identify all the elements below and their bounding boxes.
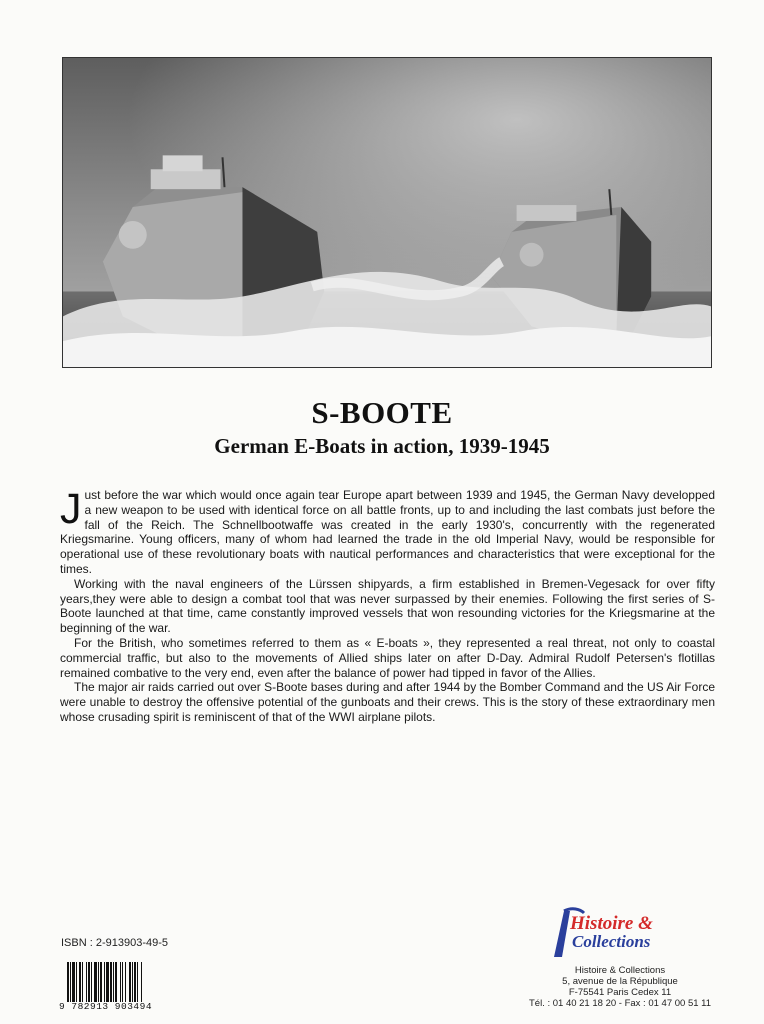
blurb-paragraph-2: Working with the naval engineers of the Lürssen shipyards, a firm established in Bremen-Vegesack for over fifty years,they were able to design a combat tool that was never surpassed by their enemies. Following the first series of S-Boote launched at that time, came constantly improved vessels that won resounding victories for the Kriegsmarine at the beginning of the war.	[60, 576, 715, 636]
publisher-logo	[550, 905, 670, 960]
publisher-phone: Tél. : 01 40 21 18 20 - Fax : 01 47 00 51 11	[528, 998, 712, 1009]
book-title: S-BOOTE	[311, 395, 453, 430]
barcode-icon	[67, 962, 165, 1002]
cover-photo	[62, 57, 712, 368]
blurb-paragraph-3: For the British, who sometimes referred to them as « E-boats », they represented a real threat, not only to coastal commercial traffic, but also to the movements of Allied ships later on after D-Day. Admiral Rudolf Petersen's flotillas remained combative to the very end, even after the balance of power had tipped in favor of the Allies.	[60, 635, 715, 680]
logo-line-2: Collections	[572, 932, 651, 951]
publisher-address	[490, 965, 750, 1009]
publisher-street: 5, avenue de la République	[562, 976, 678, 987]
isbn-label: ISBN : 2-913903-49-5	[61, 937, 169, 949]
e-boats-photo-icon	[63, 58, 711, 367]
barcode-digits: 9 782913 903494	[59, 1001, 153, 1012]
blurb-paragraph-4: The major air raids carried out over S-Boote bases during and after 1944 by the Bomber Command and the US Air Force were unable to destroy the offensive potential of the gunboats and their crews. This is the story of these extraordinary men whose crusading spirit is reminiscent of that of the WWI airplane pilots.	[60, 680, 715, 724]
book-subtitle: German E-Boats in action, 1939-1945	[214, 434, 550, 458]
blurb-paragraph-1-text: ust before the war which would once again tear Europe apart between 1939 and 1945, the German Navy developped a new weapon to be used with identical force on all battle fronts, up to and including the last combats just before the fall of the Reich. The Schnellbootwaffe was created in the early 1930's, concurrently with the regenerated Kriegsmarine. Young officers, many of whom had learned the trade in the old Imperial Navy, would be responsible for operational use of these revolutionary boats with nautical performances and characteristics that were exceptional for the times.	[60, 488, 715, 576]
histoire-collections-logo-icon	[550, 905, 670, 960]
blurb-paragraph-1	[60, 485, 715, 577]
drop-cap: J	[60, 485, 82, 533]
barcode	[59, 962, 165, 1014]
logo-line-1: Histoire &	[570, 913, 653, 934]
publisher-name: Histoire & Collections	[574, 965, 666, 976]
blurb-text	[60, 485, 715, 725]
publisher-city: F-75541 Paris Cedex 11	[568, 987, 672, 998]
